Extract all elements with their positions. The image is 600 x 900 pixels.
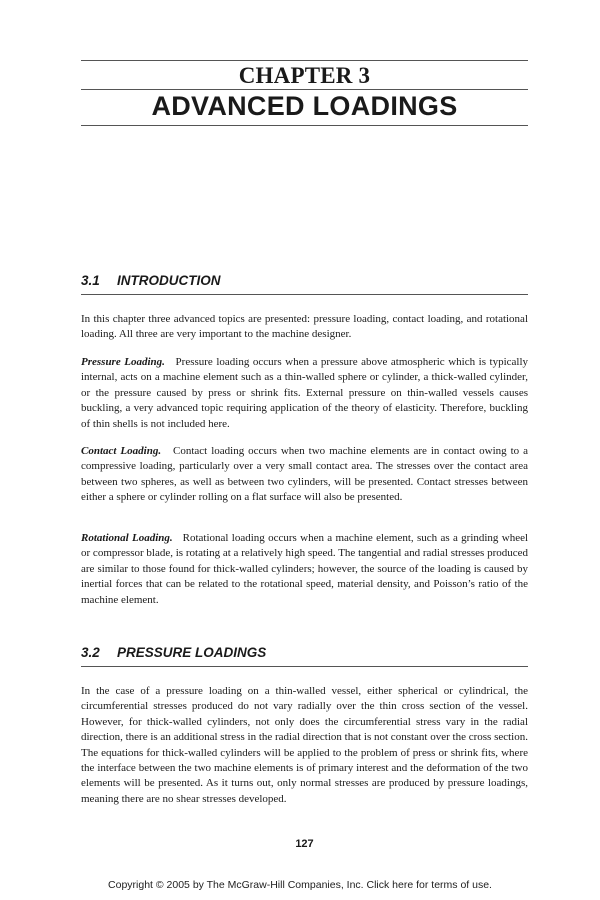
section-heading-pressure-loadings xyxy=(81,645,528,660)
section-heading-introduction xyxy=(81,273,528,288)
paragraph-contact-loading xyxy=(81,444,528,506)
section-title: INTRODUCTION xyxy=(117,273,221,288)
paragraph-lead: Pressure Loading. xyxy=(81,356,165,368)
chapter-title: ADVANCED LOADINGS xyxy=(151,91,458,121)
section-title: PRESSURE LOADINGS xyxy=(117,645,267,660)
section-number: 3.1 xyxy=(81,273,100,288)
paragraph-pressure-loadings xyxy=(81,684,528,807)
chapter-rule-bottom xyxy=(81,125,528,126)
section-rule xyxy=(81,294,528,295)
copyright-link[interactable]: Copyright © 2005 by The McGraw-Hill Companies, Inc. Click here for terms of use. xyxy=(108,879,492,891)
copyright-footer[interactable] xyxy=(0,879,600,891)
chapter-rule-top xyxy=(81,60,528,61)
paragraph-text: Contact loading occurs when two machine elements are in contact owing to a compressive loading, particularly over a very small contact area. The stresses over the contact area between two spheres, as well as between two cylinders, will be presented. Contact stresses between either a sphere or cylinder rolling on a flat surface will also be presented. xyxy=(81,445,529,504)
chapter-label: CHAPTER 3 xyxy=(238,63,371,88)
section-rule xyxy=(81,666,528,667)
paragraph-text: In this chapter three advanced topics are presented: pressure loading, contact loading, and rotational loading. All three are very important to the machine designer. xyxy=(81,313,528,341)
paragraph-text: Pressure loading occurs when a pressure above atmospheric which is typically internal, acts on a machine element such as a thin-walled sphere or cylinder, a thick-walled cylinder, or the pressure caused by press or shrink fits. External pressure on thin-walled vessels causes buckling, a very advanced topic requiring application of the theory of elasticity. Therefore, buckling of thin shells is not included here. xyxy=(81,356,529,430)
paragraph-lead: Contact Loading. xyxy=(81,445,162,457)
paragraph-text: In the case of a pressure loading on a thin-walled vessel, either spherical or cylindrical, the circumferential stresses produced do not vary radially over the thin cross section of the vessel. However, for thick-walled cylinders, not only does the circumferential stress vary in the radial direction, there is an additional stress in the radial direction that is not constant over the cross section. The equations for thick-walled cylinders will be applied to the problem of press or shrink fits, where the interface between the two machine elements is of primary interest and the deformation of the two elements will be presented. As it turns out, only normal stresses are produced by pressure loadings, meaning there are no shear stresses developed. xyxy=(81,685,528,805)
page-number: 127 xyxy=(295,838,314,850)
paragraph-pressure-loading xyxy=(81,355,528,432)
paragraph-text: Rotational loading occurs when a machine element, such as a grinding wheel or compressor blade, is rotating at a relatively high speed. The tangential and radial stresses produced are similar to those found for thick-walled cylinders; however, the source of the loading is caused by inertial forces that can be related to the rotational speed, material density, and Poisson’s ratio of the machine element. xyxy=(81,532,529,606)
paragraph-lead: Rotational Loading. xyxy=(81,532,173,544)
chapter-rule-middle xyxy=(81,89,528,90)
paragraph-rotational-loading xyxy=(81,531,528,608)
paragraph-intro xyxy=(81,312,528,343)
section-number: 3.2 xyxy=(81,645,100,660)
